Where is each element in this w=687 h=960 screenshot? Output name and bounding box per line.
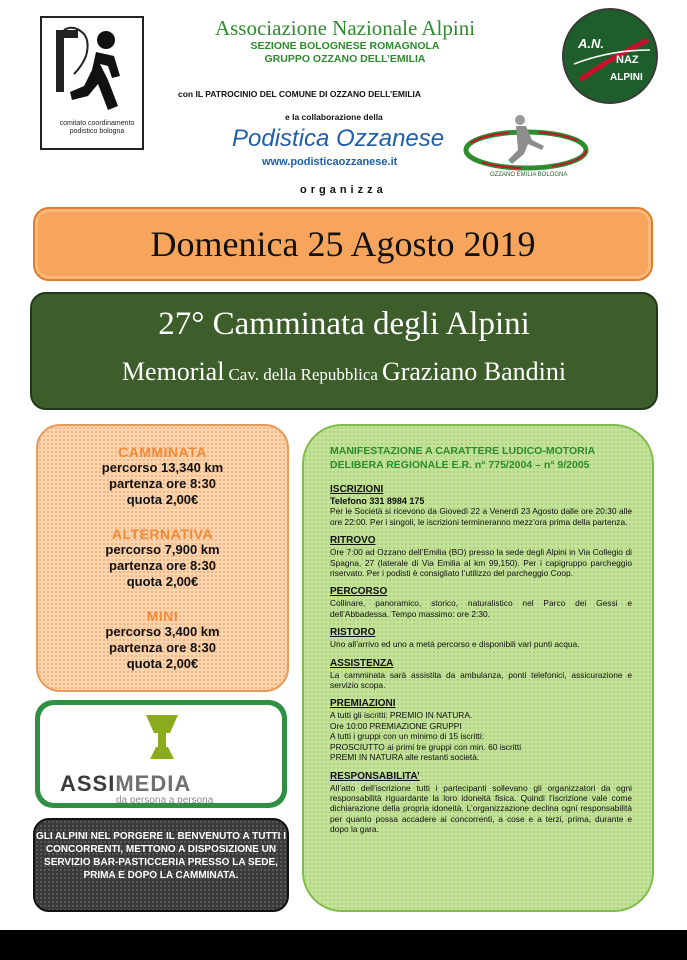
podistica-title: Podistica Ozzanese bbox=[232, 125, 445, 152]
cup-icon bbox=[144, 713, 180, 761]
sponsor-brand bbox=[60, 771, 191, 797]
podistica-logo bbox=[460, 110, 590, 180]
assoc-title: Associazione Nazionale Alpini bbox=[214, 16, 476, 40]
collab-text: e la collaborazione della bbox=[285, 112, 383, 122]
podistica-logo-text: OZZANO EMILIA BOLOGNA bbox=[490, 172, 568, 178]
ana-logo-letters: A.N. bbox=[578, 36, 604, 51]
assistenza-text: La camminata sarà assistita da ambulanza, ponti telefonici, assicurazione e servizio scopa. bbox=[330, 669, 632, 691]
iscrizioni-title: ISCRIZIONI bbox=[330, 484, 384, 495]
races-box bbox=[36, 424, 289, 692]
race-percorso: percorso 7,900 km bbox=[105, 542, 220, 557]
premiazioni-line: Ore 10:00 PREMIAZIONE GRUPPI bbox=[330, 720, 462, 731]
responsabilita-text: All’atto dell’iscrizione tutti i partecipanti sollevano gli organizzatori da ogni responsabilità riguardante la loro idoneità fisica. Quindi l’iscrizione vale come dichiarazione della propria idoneità. L’organizzazione declina ogni responsabilità per quanto possa accadere ai concorrenti, a cose e a terzi, prima, durante e dopo la gara. bbox=[330, 782, 632, 835]
sponsor-brand-a: ASSI bbox=[60, 771, 116, 796]
ana-feather-icon bbox=[564, 10, 656, 102]
sponsor-box bbox=[35, 700, 287, 808]
memorial-name: Graziano Bandini bbox=[381, 357, 567, 386]
runner-icon bbox=[42, 18, 142, 118]
bar-notice: GLI ALPINI NEL PORGERE IL BENVENUTO A TUTTI I CONCORRENTI, METTONO A DISPOSIZIONE UN SERVIZIO BAR-PASTICCERIA PRESSO LA SEDE, PRIMA E DOPO LA CAMMINATA. bbox=[33, 818, 289, 912]
memorial-cav: Cav. della Repubblica bbox=[228, 365, 378, 384]
title-banner bbox=[30, 292, 658, 410]
ristoro-text: Uno all’arrivo ed uno a metà percorso e disponibili vari punti acqua. bbox=[330, 639, 580, 650]
date-banner bbox=[33, 207, 653, 281]
premiazioni-line: A tutti gli iscritti: PREMIO IN NATURA. bbox=[330, 710, 473, 721]
event-date: Domenica 25 Agosto 2019 bbox=[150, 224, 536, 264]
premiazioni-title: PREMIAZIONI bbox=[330, 698, 396, 710]
info-head-2: DELIBERA REGIONALE E.R. n° 775/2004 – n° 9/2005 bbox=[330, 459, 590, 471]
premiazioni-line: PROSCIUTTO ai primi tre gruppi con min. 60 iscritti bbox=[330, 741, 522, 752]
ana-logo-naz: NAZ bbox=[616, 54, 639, 66]
race-quota: quota 2,00€ bbox=[126, 656, 199, 671]
race-quota: quota 2,00€ bbox=[126, 574, 199, 589]
ccpb-logo-text: comitato coordinamento podistico bologna bbox=[59, 120, 135, 135]
race-name: ALTERNATIVA bbox=[111, 526, 214, 542]
sponsor-brand-b: MEDIA bbox=[115, 771, 192, 796]
sezione-label: SEZIONE BOLOGNESE ROMAGNOLA bbox=[250, 40, 440, 52]
percorso-text: Collinare, panoramico, storico, naturalistico nel Parco dei Gessi e dell’Abbadessa. Tempo massimo: ore 2:30. bbox=[330, 598, 632, 619]
organizza-text: organizza bbox=[300, 184, 387, 196]
ana-logo bbox=[562, 8, 658, 104]
assistenza-title: ASSISTENZA bbox=[330, 657, 394, 669]
podistica-url[interactable]: www.podisticaozzanese.it bbox=[262, 156, 398, 168]
sponsor-inner bbox=[40, 705, 282, 806]
footer-bar bbox=[0, 930, 687, 960]
race-partenza: partenza ore 8:30 bbox=[109, 640, 216, 655]
ristoro-title: RISTORO bbox=[330, 627, 376, 639]
sponsor-tagline: da persona a persona bbox=[116, 795, 214, 806]
race-quota: quota 2,00€ bbox=[126, 492, 199, 507]
memorial-label: Memorial bbox=[121, 357, 225, 386]
event-title: 27° Camminata degli Alpini bbox=[158, 306, 530, 342]
race-name: CAMMINATA bbox=[118, 444, 207, 460]
info-box bbox=[302, 424, 654, 912]
race-name: MINI bbox=[146, 608, 179, 624]
race-partenza: partenza ore 8:30 bbox=[109, 476, 216, 491]
header-organizer bbox=[150, 16, 540, 66]
percorso-title: PERCORSO bbox=[330, 586, 388, 598]
ana-logo-alpini: ALPINI bbox=[610, 72, 643, 83]
iscrizioni-phone: Telefono 331 8984 175 bbox=[330, 496, 425, 506]
ccpb-logo bbox=[40, 16, 144, 150]
patrocinio-text: con IL PATROCINIO DEL COMUNE DI OZZANO DELL’EMILIA bbox=[178, 89, 422, 99]
premiazioni-line: A tutti i gruppi con un minimo di 15 iscritti: bbox=[330, 731, 485, 742]
premiazioni-line: PREMI IN NATURA alle restanti società. bbox=[330, 752, 480, 763]
ritrovo-text: Ore 7:00 ad Ozzano dell’Emilia (BO) presso la sede degli Alpini in Via Collegio di Spagna, 27 (laterale di Via Emilia al km 99,150). Per i capigruppo parcheggio riservato. Per i podisti è consigliato l’utilizzo del parcheggio Coop. bbox=[330, 547, 632, 579]
iscrizioni-text: Per le Società si ricevono da Giovedì 22 a Venerdì 23 Agosto dalle ore 20:30 alle ore 22:00. Per i singoli, le iscrizioni termineranno mezz’ora prima della partenza. bbox=[330, 506, 632, 527]
gruppo-label: GRUPPO OZZANO DELL’EMILIA bbox=[264, 53, 426, 65]
responsabilita-title: RESPONSABILITA’ bbox=[330, 770, 420, 782]
ritrovo-title: RITROVO bbox=[330, 535, 376, 547]
memorial-line bbox=[32, 356, 656, 392]
race-partenza: partenza ore 8:30 bbox=[109, 558, 216, 573]
race-percorso: percorso 13,340 km bbox=[101, 460, 224, 475]
race-percorso: percorso 3,400 km bbox=[105, 624, 220, 639]
info-head-1: MANIFESTAZIONE A CARATTERE LUDICO-MOTORIA bbox=[330, 445, 596, 457]
